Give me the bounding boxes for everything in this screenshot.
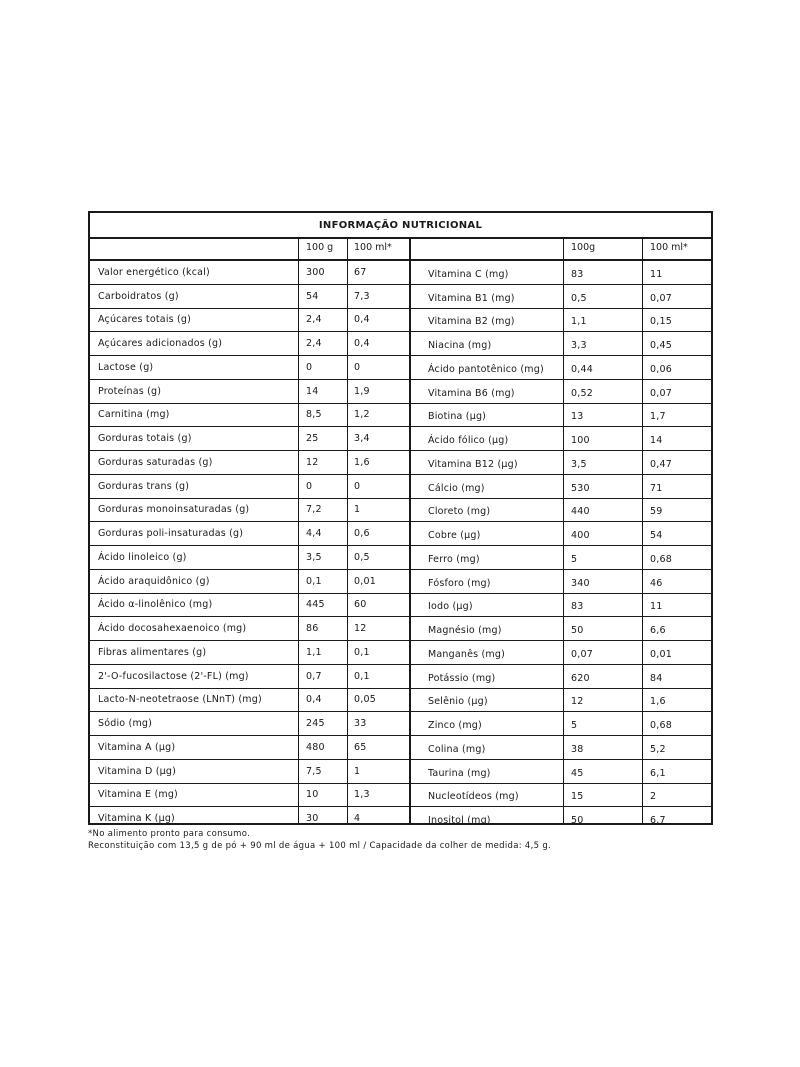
right-nutrient-name: Vitamina B12 (µg) — [428, 459, 518, 470]
right-value-100ml: 84 — [650, 673, 663, 684]
right-value-100g: 3,3 — [571, 340, 587, 351]
right-value-100ml: 1,6 — [650, 696, 666, 707]
left-value-100ml: 4 — [354, 813, 361, 824]
right-nutrient-name: Cálcio (mg) — [428, 483, 485, 494]
right-value-100g: 0,5 — [571, 293, 587, 304]
table-title: INFORMAÇÃO NUTRICIONAL — [90, 213, 711, 239]
row-divider — [90, 331, 711, 332]
right-value-100ml: 5,2 — [650, 744, 666, 755]
left-nutrient-name: Açúcares totais (g) — [98, 314, 192, 325]
left-value-100g: 0,4 — [306, 694, 322, 705]
left-value-100g: 300 — [306, 267, 325, 278]
left-nutrient-name: Ácido linoleico (g) — [98, 552, 187, 563]
right-value-100g: 400 — [571, 530, 590, 541]
right-nutrient-name: Vitamina B2 (mg) — [428, 316, 515, 327]
left-nutrient-name: Lacto-N-neotetraose (LNnT) (mg) — [98, 694, 262, 705]
left-nutrient-name: Gorduras totais (g) — [98, 433, 192, 444]
right-value-100ml: 0,68 — [650, 554, 672, 565]
left-value-100ml: 0,01 — [354, 576, 376, 587]
row-divider — [90, 403, 711, 404]
right-value-100g: 38 — [571, 744, 584, 755]
left-value-100ml: 0,4 — [354, 338, 370, 349]
left-value-100ml: 0,1 — [354, 671, 370, 682]
right-value-100ml: 0,15 — [650, 316, 672, 327]
row-divider — [90, 735, 711, 736]
left-value-100ml: 0,6 — [354, 528, 370, 539]
row-divider — [90, 474, 711, 475]
right-value-100g: 50 — [571, 815, 584, 826]
header-left-100g: 100 g — [306, 242, 334, 253]
right-value-100ml: 2 — [650, 791, 657, 802]
left-value-100ml: 12 — [354, 623, 367, 634]
right-nutrient-name: Vitamina C (mg) — [428, 269, 509, 280]
row-divider — [90, 759, 711, 760]
left-value-100g: 245 — [306, 718, 325, 729]
left-value-100g: 8,5 — [306, 409, 322, 420]
left-nutrient-name: Lactose (g) — [98, 362, 154, 373]
left-value-100g: 30 — [306, 813, 319, 824]
left-value-100g: 7,2 — [306, 504, 322, 515]
nutrition-table — [88, 211, 713, 825]
left-value-100g: 0 — [306, 362, 313, 373]
right-value-100g: 83 — [571, 601, 584, 612]
left-nutrient-name: Vitamina E (mg) — [98, 789, 178, 800]
header-right-100ml: 100 ml* — [650, 242, 688, 253]
right-value-100ml: 0,45 — [650, 340, 672, 351]
right-value-100g: 5 — [571, 720, 578, 731]
left-nutrient-name: Vitamina D (µg) — [98, 766, 177, 777]
header-divider — [90, 259, 711, 261]
left-value-100ml: 1,2 — [354, 409, 370, 420]
left-value-100g: 3,5 — [306, 552, 322, 563]
right-value-100g: 3,5 — [571, 459, 587, 470]
right-nutrient-name: Vitamina B6 (mg) — [428, 388, 515, 399]
row-divider — [90, 664, 711, 665]
right-value-100ml: 54 — [650, 530, 663, 541]
row-divider — [90, 355, 711, 356]
row-divider — [90, 498, 711, 499]
left-value-100ml: 1 — [354, 766, 361, 777]
row-divider — [90, 783, 711, 784]
row-divider — [90, 308, 711, 309]
right-nutrient-name: Taurina (mg) — [428, 768, 491, 779]
right-value-100ml: 46 — [650, 578, 663, 589]
left-value-100ml: 3,4 — [354, 433, 370, 444]
left-nutrient-name: Proteínas (g) — [98, 386, 162, 397]
right-nutrient-name: Biotina (µg) — [428, 411, 487, 422]
left-value-100g: 2,4 — [306, 314, 322, 325]
right-value-100ml: 0,06 — [650, 364, 672, 375]
left-nutrient-name: Carboidratos (g) — [98, 291, 179, 302]
right-value-100g: 5 — [571, 554, 578, 565]
left-value-100ml: 0,5 — [354, 552, 370, 563]
left-value-100g: 2,4 — [306, 338, 322, 349]
right-nutrient-name: Manganês (mg) — [428, 649, 506, 660]
left-nutrient-name: Carnitina (mg) — [98, 409, 170, 420]
left-value-100ml: 0 — [354, 362, 361, 373]
left-value-100ml: 65 — [354, 742, 367, 753]
left-value-100g: 12 — [306, 457, 319, 468]
right-nutrient-name: Niacina (mg) — [428, 340, 492, 351]
right-nutrient-name: Inositol (mg) — [428, 815, 491, 826]
header-left-100ml: 100 ml* — [354, 242, 392, 253]
left-value-100ml: 67 — [354, 267, 367, 278]
left-nutrient-name: Açúcares adicionados (g) — [98, 338, 223, 349]
right-nutrient-name: Nucleotídeos (mg) — [428, 791, 519, 802]
left-nutrient-name: Gorduras poli-insaturadas (g) — [98, 528, 244, 539]
right-value-100g: 45 — [571, 768, 584, 779]
right-nutrient-name: Cobre (µg) — [428, 530, 481, 541]
left-nutrient-name: Gorduras trans (g) — [98, 481, 190, 492]
left-value-100g: 0,7 — [306, 671, 322, 682]
right-value-100ml: 0,07 — [650, 388, 672, 399]
left-value-100g: 7,5 — [306, 766, 322, 777]
left-value-100ml: 7,3 — [354, 291, 370, 302]
right-nutrient-name: Ácido fólico (µg) — [428, 435, 509, 446]
right-value-100ml: 14 — [650, 435, 663, 446]
right-nutrient-name: Potássio (mg) — [428, 673, 496, 684]
right-value-100ml: 1,7 — [650, 411, 666, 422]
footnote-2: Reconstituição com 13,5 g de pó + 90 ml de água + 100 ml / Capacidade da colher de medida: 4,5 g. — [88, 841, 552, 851]
left-value-100g: 0 — [306, 481, 313, 492]
row-divider — [90, 616, 711, 617]
right-value-100g: 100 — [571, 435, 590, 446]
right-value-100g: 1,1 — [571, 316, 587, 327]
row-divider — [90, 284, 711, 285]
row-divider — [90, 806, 711, 807]
right-value-100ml: 0,68 — [650, 720, 672, 731]
right-value-100ml: 71 — [650, 483, 663, 494]
left-value-100ml: 1,9 — [354, 386, 370, 397]
left-nutrient-name: 2'-O-fucosilactose (2'-FL) (mg) — [98, 671, 249, 682]
right-value-100g: 15 — [571, 791, 584, 802]
left-nutrient-name: Vitamina A (µg) — [98, 742, 176, 753]
row-divider — [90, 450, 711, 451]
left-value-100g: 1,1 — [306, 647, 322, 658]
left-value-100ml: 1,6 — [354, 457, 370, 468]
right-value-100g: 620 — [571, 673, 590, 684]
left-value-100g: 54 — [306, 291, 319, 302]
right-value-100g: 13 — [571, 411, 584, 422]
left-value-100g: 0,1 — [306, 576, 322, 587]
left-value-100g: 86 — [306, 623, 319, 634]
left-value-100ml: 1 — [354, 504, 361, 515]
left-nutrient-name: Fibras alimentares (g) — [98, 647, 207, 658]
right-value-100g: 440 — [571, 506, 590, 517]
right-value-100ml: 6,7 — [650, 815, 666, 826]
right-value-100ml: 6,6 — [650, 625, 666, 636]
right-value-100ml: 59 — [650, 506, 663, 517]
row-divider — [90, 545, 711, 546]
right-value-100ml: 0,47 — [650, 459, 672, 470]
right-nutrient-name: Colina (mg) — [428, 744, 486, 755]
left-value-100g: 445 — [306, 599, 325, 610]
left-value-100ml: 33 — [354, 718, 367, 729]
left-value-100ml: 1,3 — [354, 789, 370, 800]
left-nutrient-name: Gorduras saturadas (g) — [98, 457, 213, 468]
left-nutrient-name: Gorduras monoinsaturadas (g) — [98, 504, 250, 515]
left-value-100ml: 0 — [354, 481, 361, 492]
left-nutrient-name: Vitamina K (µg) — [98, 813, 175, 824]
left-value-100ml: 60 — [354, 599, 367, 610]
row-divider — [90, 569, 711, 570]
row-divider — [90, 593, 711, 594]
left-nutrient-name: Ácido docosahexaenoico (mg) — [98, 623, 247, 634]
right-value-100g: 0,44 — [571, 364, 593, 375]
right-nutrient-name: Magnésio (mg) — [428, 625, 502, 636]
left-value-100ml: 0,4 — [354, 314, 370, 325]
row-divider — [90, 521, 711, 522]
right-nutrient-name: Zinco (mg) — [428, 720, 482, 731]
right-nutrient-name: Cloreto (mg) — [428, 506, 491, 517]
left-nutrient-name: Ácido α-linolênico (mg) — [98, 599, 213, 610]
row-divider — [90, 640, 711, 641]
row-divider — [90, 688, 711, 689]
right-value-100g: 50 — [571, 625, 584, 636]
left-nutrient-name: Sódio (mg) — [98, 718, 153, 729]
right-value-100g: 0,52 — [571, 388, 593, 399]
right-value-100ml: 0,01 — [650, 649, 672, 660]
right-value-100g: 340 — [571, 578, 590, 589]
left-value-100g: 10 — [306, 789, 319, 800]
right-value-100g: 0,07 — [571, 649, 593, 660]
header-right-100g: 100g — [571, 242, 596, 253]
right-value-100ml: 11 — [650, 601, 663, 612]
right-value-100g: 530 — [571, 483, 590, 494]
left-value-100g: 480 — [306, 742, 325, 753]
right-value-100g: 12 — [571, 696, 584, 707]
right-nutrient-name: Fósforo (mg) — [428, 578, 491, 589]
right-value-100ml: 11 — [650, 269, 663, 280]
left-value-100ml: 0,05 — [354, 694, 376, 705]
row-divider — [90, 379, 711, 380]
footnote-1: *No alimento pronto para consumo. — [88, 829, 251, 839]
right-nutrient-name: Iodo (µg) — [428, 601, 473, 612]
right-nutrient-name: Selênio (µg) — [428, 696, 488, 707]
left-nutrient-name: Ácido araquidônico (g) — [98, 576, 210, 587]
right-value-100g: 83 — [571, 269, 584, 280]
left-value-100g: 4,4 — [306, 528, 322, 539]
row-divider — [90, 711, 711, 712]
right-nutrient-name: Ácido pantotênico (mg) — [428, 364, 544, 375]
left-value-100g: 14 — [306, 386, 319, 397]
left-value-100g: 25 — [306, 433, 319, 444]
left-value-100ml: 0,1 — [354, 647, 370, 658]
left-nutrient-name: Valor energético (kcal) — [98, 267, 210, 278]
right-nutrient-name: Ferro (mg) — [428, 554, 480, 565]
right-nutrient-name: Vitamina B1 (mg) — [428, 293, 515, 304]
right-value-100ml: 0,07 — [650, 293, 672, 304]
right-value-100ml: 6,1 — [650, 768, 666, 779]
row-divider — [90, 426, 711, 427]
